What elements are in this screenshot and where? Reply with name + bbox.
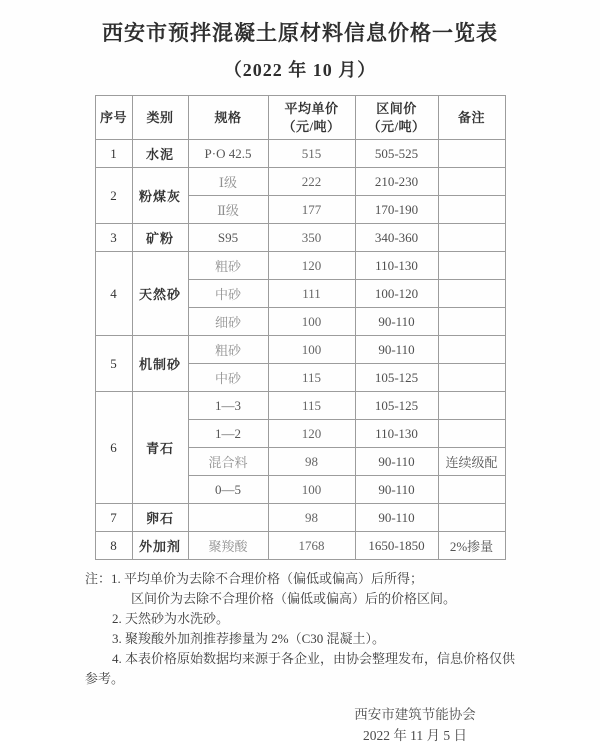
range-price-cell: 90-110 (355, 308, 438, 336)
header-label: 备注 (457, 109, 485, 125)
remark-cell (438, 420, 505, 448)
table-row (95, 336, 505, 364)
spec-cell: S95 (188, 224, 268, 252)
footer-date: 2022 年 11 月 5 日 (362, 728, 468, 743)
avg-price-cell: 177 (268, 196, 355, 224)
spec-cell: 粗砂 (188, 252, 268, 280)
table-row (95, 168, 505, 196)
range-price-cell: 110-130 (355, 420, 438, 448)
table-row (95, 392, 505, 420)
avg-price-cell: 111 (268, 280, 355, 308)
header-label: 规格 (214, 109, 242, 125)
range-price-cell: 90-110 (355, 504, 438, 532)
range-price-cell: 170-190 (355, 196, 438, 224)
range-price-cell: 100-120 (355, 280, 438, 308)
spec-cell: 混合料 (188, 448, 268, 476)
serial-cell: 8 (95, 532, 132, 560)
remark-cell: 2%掺量 (438, 532, 505, 560)
table-row (95, 504, 505, 532)
notes-section (85, 569, 560, 689)
category-cell: 青石 (132, 392, 188, 504)
spec-cell: 粗砂 (188, 336, 268, 364)
table-row (95, 252, 505, 280)
footer-signature (330, 704, 500, 746)
range-price-cell: 1650-1850 (355, 532, 438, 560)
table-header (95, 96, 505, 140)
remark-cell (438, 392, 505, 420)
footer-organization: 西安市建筑节能协会 (354, 707, 476, 722)
remark-cell (438, 280, 505, 308)
avg-price-cell: 100 (268, 336, 355, 364)
category-cell: 卵石 (132, 504, 188, 532)
remark-cell (438, 308, 505, 336)
avg-price-cell: 98 (268, 448, 355, 476)
header-label: 序号 (99, 109, 127, 125)
spec-cell: 1—3 (188, 392, 268, 420)
spec-cell: P·O 42.5 (188, 140, 268, 168)
spec-cell: 中砂 (188, 364, 268, 392)
header-spec (188, 96, 268, 140)
remark-cell: 连续级配 (438, 448, 505, 476)
spec-cell: 聚羧酸 (188, 532, 268, 560)
avg-price-cell: 120 (268, 252, 355, 280)
serial-cell: 3 (95, 224, 132, 252)
remark-cell (438, 364, 505, 392)
category-cell: 粉煤灰 (132, 168, 188, 224)
header-unit: （元/吨） (367, 118, 426, 134)
remark-cell (438, 140, 505, 168)
remark-cell (438, 252, 505, 280)
note-line: 2. 天然砂为水洗砂。 (112, 611, 230, 626)
header-serial (95, 96, 132, 140)
range-price-cell: 90-110 (355, 448, 438, 476)
header-remark (438, 96, 505, 140)
avg-price-cell: 515 (268, 140, 355, 168)
header-category (132, 96, 188, 140)
price-table-body (95, 140, 505, 560)
category-cell: 机制砂 (132, 336, 188, 392)
serial-cell: 1 (95, 140, 132, 168)
spec-cell: 1—2 (188, 420, 268, 448)
note-line: 注：1. 平均单价为去除不合理价格（偏低或偏高）后所得； (85, 571, 424, 586)
category-cell: 矿粉 (132, 224, 188, 252)
spec-cell: 细砂 (188, 308, 268, 336)
range-price-cell: 90-110 (355, 336, 438, 364)
spec-cell: 0—5 (188, 476, 268, 504)
header-avg-price (268, 96, 355, 140)
serial-cell: 7 (95, 504, 132, 532)
page-subtitle: （2022 年 10 月） (223, 60, 377, 80)
remark-cell (438, 224, 505, 252)
serial-cell: 2 (95, 168, 132, 224)
avg-price-cell: 98 (268, 504, 355, 532)
range-price-cell: 105-125 (355, 392, 438, 420)
range-price-cell: 340-360 (355, 224, 438, 252)
table-row (95, 140, 505, 168)
spec-cell: 中砂 (188, 280, 268, 308)
range-price-cell: 105-125 (355, 364, 438, 392)
header-label: 平均单价 (284, 100, 339, 116)
spec-cell: Ⅰ级 (188, 168, 268, 196)
avg-price-cell: 1768 (268, 532, 355, 560)
note-line: 区间价为去除不合理价格（偏低或偏高）后的价格区间。 (131, 591, 457, 606)
table-header-row (95, 96, 505, 140)
note-line: 参考。 (85, 671, 125, 686)
range-price-cell: 505-525 (355, 140, 438, 168)
spec-cell (188, 504, 268, 532)
serial-cell: 4 (95, 252, 132, 336)
category-cell: 水泥 (132, 140, 188, 168)
avg-price-cell: 350 (268, 224, 355, 252)
table-row (95, 532, 505, 560)
serial-cell: 5 (95, 336, 132, 392)
table-row (95, 224, 505, 252)
spec-cell: Ⅱ级 (188, 196, 268, 224)
remark-cell (438, 504, 505, 532)
avg-price-cell: 115 (268, 392, 355, 420)
range-price-cell: 110-130 (355, 252, 438, 280)
avg-price-cell: 115 (268, 364, 355, 392)
avg-price-cell: 100 (268, 308, 355, 336)
avg-price-cell: 100 (268, 476, 355, 504)
header-label: 类别 (146, 109, 174, 125)
category-cell: 天然砂 (132, 252, 188, 336)
header-range-price (355, 96, 438, 140)
avg-price-cell: 222 (268, 168, 355, 196)
avg-price-cell: 120 (268, 420, 355, 448)
header-label: 区间价 (376, 100, 417, 116)
note-line: 3. 聚羧酸外加剂推荐掺量为 2%（C30 混凝土）。 (112, 631, 386, 646)
range-price-cell: 90-110 (355, 476, 438, 504)
serial-cell: 6 (95, 392, 132, 504)
remark-cell (438, 336, 505, 364)
remark-cell (438, 196, 505, 224)
header-unit: （元/吨） (282, 118, 341, 134)
page-title: 西安市预拌混凝土原材料信息价格一览表 (102, 21, 498, 45)
remark-cell (438, 168, 505, 196)
price-table (95, 95, 506, 560)
category-cell: 外加剂 (132, 532, 188, 560)
range-price-cell: 210-230 (355, 168, 438, 196)
remark-cell (438, 476, 505, 504)
note-line: 4. 本表价格原始数据均来源于各企业，由协会整理发布，信息价格仅供 (112, 651, 516, 666)
